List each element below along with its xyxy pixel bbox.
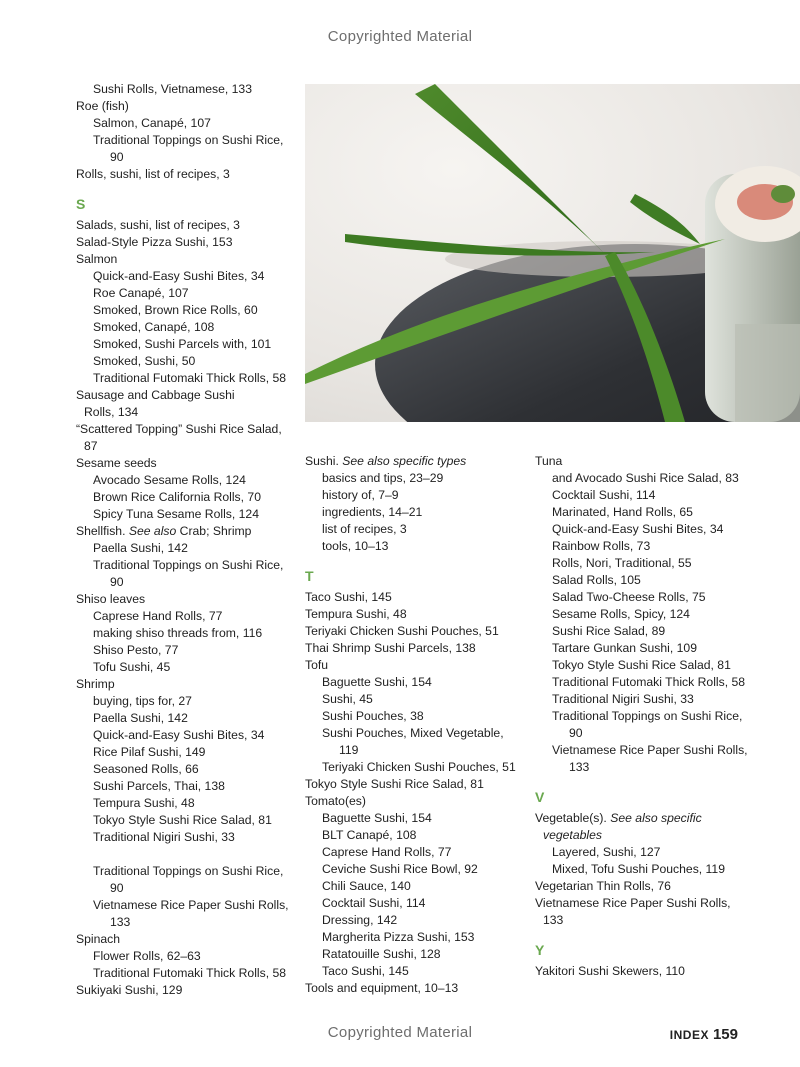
index-subentry: Traditional Futomaki Thick Rolls, 58 <box>93 966 287 980</box>
index-entry: Salads, sushi, list of recipes, 3 <box>76 218 240 232</box>
index-entry: Tokyo Style Sushi Rice Salad, 81 <box>305 777 484 791</box>
sushi-photo <box>305 84 800 422</box>
index-subentry: Flower Rolls, 62–63 <box>93 949 201 963</box>
index-subentry: Smoked, Sushi Parcels with, 101 <box>93 337 272 351</box>
cross-reference-target: Crab; Shrimp <box>179 524 252 538</box>
index-entry: Sausage and Cabbage Sushi <box>76 388 235 402</box>
index-subentry: BLT Canapé, 108 <box>322 828 417 842</box>
index-continuation: 119 <box>339 743 359 757</box>
index-subentry: Quick-and-Easy Sushi Bites, 34 <box>93 728 265 742</box>
entry-term: Sushi. <box>305 454 339 468</box>
index-entry: Salmon <box>76 252 118 266</box>
index-subentry: Spicy Tuna Sesame Rolls, 124 <box>93 507 259 521</box>
index-subentry: Traditional Nigiri Sushi, 33 <box>552 692 694 706</box>
index-subentry: Rainbow Rolls, 73 <box>552 539 651 553</box>
index-subentry: Sushi Rice Salad, 89 <box>552 624 666 638</box>
index-subentry: Smoked, Canapé, 108 <box>93 320 215 334</box>
index-subentry: Tokyo Style Sushi Rice Salad, 81 <box>552 658 731 672</box>
index-subentry: Avocado Sesame Rolls, 124 <box>93 473 246 487</box>
index-continuation: 133 <box>110 915 131 929</box>
index-subentry: Quick-and-Easy Sushi Bites, 34 <box>552 522 724 536</box>
index-subentry: buying, tips for, 27 <box>93 694 192 708</box>
index-subentry: Layered, Sushi, 127 <box>552 845 661 859</box>
index-continuation <box>535 827 750 844</box>
index-entry: Yakitori Sushi Skewers, 110 <box>535 964 685 978</box>
index-subentry: Shiso Pesto, 77 <box>93 643 179 657</box>
index-subentry: Rolls, Nori, Traditional, 55 <box>552 556 692 570</box>
section-letter-y: Y <box>535 942 545 958</box>
index-subentry: ingredients, 14–21 <box>322 505 423 519</box>
index-subentry: Margherita Pizza Sushi, 153 <box>322 930 475 944</box>
index-subentry: history of, 7–9 <box>322 488 399 502</box>
index-entry: Rolls, sushi, list of recipes, 3 <box>76 167 230 181</box>
cross-reference: See also specific types <box>342 454 467 468</box>
index-continuation: Rolls, 134 <box>84 405 139 419</box>
index-continuation: 90 <box>110 150 124 164</box>
index-subentry: Vietnamese Rice Paper Sushi Rolls, <box>552 743 748 757</box>
index-subentry: Caprese Hand Rolls, 77 <box>322 845 452 859</box>
index-column-1 <box>76 81 291 999</box>
index-continuation: 90 <box>110 881 124 895</box>
index-subentry: tools, 10–13 <box>322 539 389 553</box>
index-entry: Tomato(es) <box>305 794 366 808</box>
index-subentry: Baguette Sushi, 154 <box>322 675 432 689</box>
index-entry: Vegetarian Thin Rolls, 76 <box>535 879 671 893</box>
cross-reference: vegetables <box>543 828 602 842</box>
index-subentry: Sushi Pouches, Mixed Vegetable, <box>322 726 504 740</box>
index-entry: Spinach <box>76 932 121 946</box>
index-subentry: and Avocado Sushi Rice Salad, 83 <box>552 471 739 485</box>
index-subentry: Paella Sushi, 142 <box>93 541 188 555</box>
index-entry: Tofu <box>305 658 329 672</box>
index-entry <box>305 453 520 470</box>
index-entry <box>76 523 291 540</box>
index-subentry: Sesame Rolls, Spicy, 124 <box>552 607 690 621</box>
index-subentry: Sushi Pouches, 38 <box>322 709 424 723</box>
section-letter-t: T <box>305 568 314 584</box>
cross-reference: See also <box>128 524 177 538</box>
index-subentry: Taco Sushi, 145 <box>322 964 409 978</box>
index-subentry: basics and tips, 23–29 <box>322 471 444 485</box>
section-letter-v: V <box>535 789 545 805</box>
index-subentry: Brown Rice California Rolls, 70 <box>93 490 261 504</box>
index-subentry: Marinated, Hand Rolls, 65 <box>552 505 693 519</box>
index-continuation: 133 <box>569 760 590 774</box>
spacer <box>76 846 291 863</box>
index-entry: Shiso leaves <box>76 592 146 606</box>
index-subentry: Seasoned Rolls, 66 <box>93 762 199 776</box>
index-subentry: Sushi Parcels, Thai, 138 <box>93 779 225 793</box>
index-subentry: Traditional Toppings on Sushi Rice, <box>93 133 284 147</box>
index-entry: Roe (fish) <box>76 99 129 113</box>
index-subentry: Quick-and-Easy Sushi Bites, 34 <box>93 269 265 283</box>
index-continuation: 90 <box>569 726 583 740</box>
index-entry: “Scattered Topping” Sushi Rice Salad, <box>76 422 282 436</box>
index-entry: Taco Sushi, 145 <box>305 590 392 604</box>
index-subentry: Traditional Futomaki Thick Rolls, 58 <box>93 371 287 385</box>
index-subentry: Salmon, Canapé, 107 <box>93 116 211 130</box>
index-column-2 <box>305 453 520 997</box>
index-subentry: Cocktail Sushi, 114 <box>322 896 426 910</box>
index-entry: Sesame seeds <box>76 456 157 470</box>
index-subentry: Ratatouille Sushi, 128 <box>322 947 441 961</box>
footer-label: INDEX <box>669 1028 709 1042</box>
entry-term: Shellfish. <box>76 524 126 538</box>
index-subentry: Smoked, Brown Rice Rolls, 60 <box>93 303 258 317</box>
index-subentry: making shiso threads from, 116 <box>93 626 263 640</box>
index-entry: Tempura Sushi, 48 <box>305 607 407 621</box>
page-footer <box>670 1026 738 1043</box>
index-subentry: Mixed, Tofu Sushi Pouches, 119 <box>552 862 725 876</box>
index-subentry: Smoked, Sushi, 50 <box>93 354 196 368</box>
index-subentry: Traditional Futomaki Thick Rolls, 58 <box>552 675 746 689</box>
index-subentry: Sushi Rolls, Vietnamese, 133 <box>93 82 252 96</box>
index-subentry: Paella Sushi, 142 <box>93 711 188 725</box>
index-subentry: Tokyo Style Sushi Rice Salad, 81 <box>93 813 272 827</box>
index-entry: Salad-Style Pizza Sushi, 153 <box>76 235 233 249</box>
index-subentry: Traditional Toppings on Sushi Rice, <box>552 709 743 723</box>
index-subentry: Tartare Gunkan Sushi, 109 <box>552 641 697 655</box>
index-entry: Teriyaki Chicken Sushi Pouches, 51 <box>305 624 499 638</box>
index-subentry: Roe Canapé, 107 <box>93 286 189 300</box>
index-entry <box>535 810 750 827</box>
index-subentry: Salad Rolls, 105 <box>552 573 641 587</box>
cross-reference: See also specific <box>610 811 702 825</box>
index-subentry: Teriyaki Chicken Sushi Pouches, 51 <box>322 760 516 774</box>
index-subentry: Caprese Hand Rolls, 77 <box>93 609 223 623</box>
index-entry: Vietnamese Rice Paper Sushi Rolls, <box>535 896 731 910</box>
index-subentry: Salad Two-Cheese Rolls, 75 <box>552 590 706 604</box>
index-continuation: 87 <box>84 439 98 453</box>
index-entry: Thai Shrimp Sushi Parcels, 138 <box>305 641 476 655</box>
index-subentry: Traditional Toppings on Sushi Rice, <box>93 864 284 878</box>
index-subentry: Vietnamese Rice Paper Sushi Rolls, <box>93 898 289 912</box>
index-subentry: Cocktail Sushi, 114 <box>552 488 656 502</box>
index-subentry: Rice Pilaf Sushi, 149 <box>93 745 206 759</box>
index-entry: Tuna <box>535 454 563 468</box>
index-subentry: Tofu Sushi, 45 <box>93 660 171 674</box>
section-letter-s: S <box>76 196 86 212</box>
index-continuation: 133 <box>543 913 564 927</box>
index-entry: Shrimp <box>76 677 115 691</box>
bamboo-leaf-sushi-photo-icon <box>305 84 800 422</box>
watermark-top: Copyrighted Material <box>327 28 473 45</box>
index-subentry: Baguette Sushi, 154 <box>322 811 432 825</box>
page-number: 159 <box>712 1026 738 1043</box>
index-subentry: Sushi, 45 <box>322 692 373 706</box>
index-entry: Tools and equipment, 10–13 <box>305 981 459 995</box>
index-subentry: Chili Sauce, 140 <box>322 879 411 893</box>
index-subentry: list of recipes, 3 <box>322 522 407 536</box>
watermark-bottom: Copyrighted Material <box>327 1024 473 1041</box>
index-subentry: Traditional Nigiri Sushi, 33 <box>93 830 235 844</box>
index-column-3 <box>535 453 750 980</box>
entry-term: Vegetable(s). <box>535 811 607 825</box>
index-entry: Sukiyaki Sushi, 129 <box>76 983 183 997</box>
index-continuation: 90 <box>110 575 124 589</box>
index-subentry: Traditional Toppings on Sushi Rice, <box>93 558 284 572</box>
index-subentry: Dressing, 142 <box>322 913 398 927</box>
index-subentry: Ceviche Sushi Rice Bowl, 92 <box>322 862 478 876</box>
index-subentry: Tempura Sushi, 48 <box>93 796 195 810</box>
